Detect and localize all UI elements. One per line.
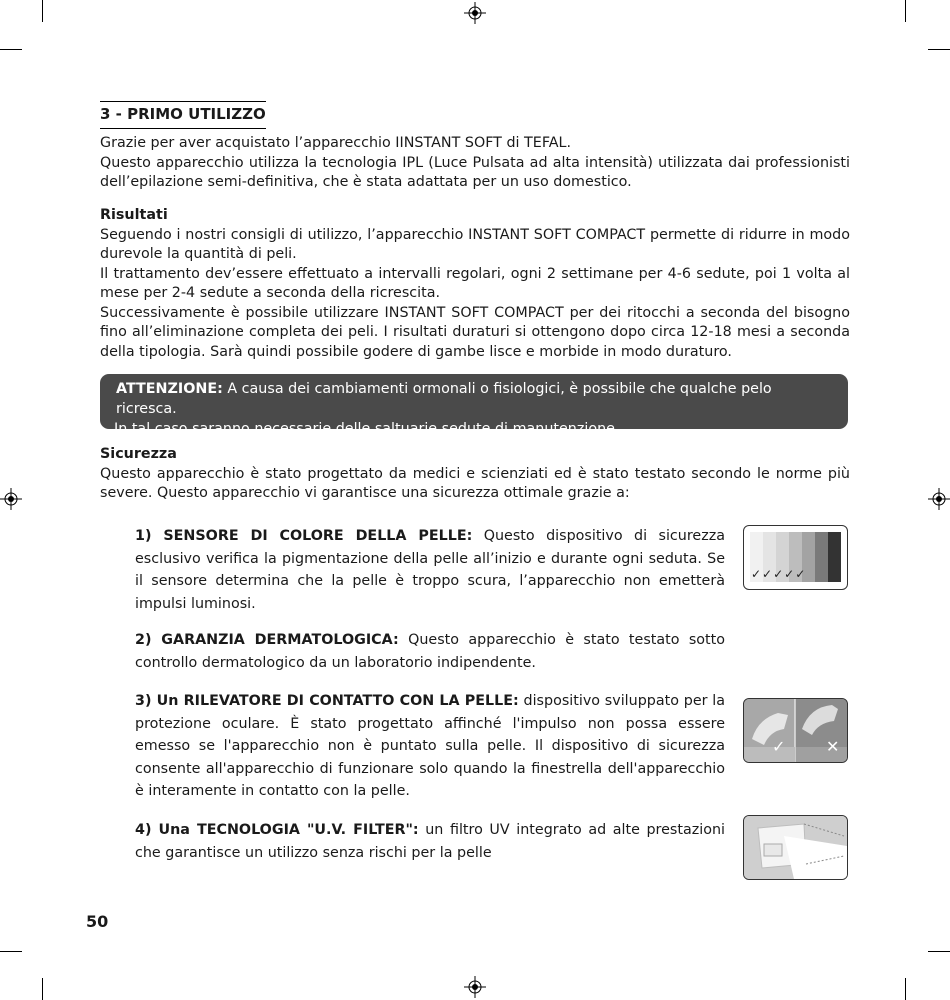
- intro-line-1: Grazie per aver acquistato l’apparecchio IINSTANT SOFT di TEFAL.: [100, 135, 572, 151]
- check-marks: ✓✓✓✓✓: [751, 567, 807, 581]
- safety-item-4: [135, 819, 725, 864]
- risultati-title: Risultati: [100, 207, 168, 223]
- warning-line-1: [116, 379, 834, 419]
- risultati-paragraph-1: Seguendo i nostri consigli di utilizzo, l’apparecchio INSTANT SOFT COMPACT permette di ridurre in modo durevole la quantità di peli.: [100, 226, 850, 262]
- risultati-section: [100, 206, 850, 362]
- warning-box: [100, 374, 848, 437]
- uv-filter-image: [743, 815, 848, 880]
- safety-item-3: [135, 690, 725, 803]
- crop-mark: [928, 951, 950, 952]
- safety-item-text: Questo apparecchio è stato testato sotto controllo dermatologico da un laboratorio indipendente.: [135, 632, 725, 671]
- check-icon: ✓: [772, 737, 786, 756]
- sicurezza-title: Sicurezza: [100, 446, 177, 462]
- sicurezza-section: [100, 445, 850, 504]
- cross-icon: ✕: [826, 737, 840, 756]
- crop-mark: [0, 49, 22, 50]
- safety-item-text: un filtro UV integrato ad alte prestazioni che garantisce un utilizzo senza rischi per la pelle: [135, 822, 725, 861]
- registration-mark-icon: [928, 488, 950, 510]
- warning-label: ATTENZIONE:: [116, 381, 223, 397]
- risultati-paragraph-3: Successivamente è possibile utilizzare INSTANT SOFT COMPACT per dei ritocchi a seconda del bisogno fino all’eliminazione completa dei peli. I risultati duraturi si ottengono dopo circa 12-18 mesi a seconda della tipologia. Sarà quindi possibile godere di gambe lisce e morbide in modo duraturo.: [100, 304, 850, 360]
- warning-text-1: A causa dei cambiamenti ormonali o fisiologici, è possibile che qualche pelo ricresca.: [116, 381, 772, 417]
- crop-mark: [928, 49, 950, 50]
- safety-item-label: 3) Un RILEVATORE DI CONTATTO CON LA PELLE:: [135, 693, 519, 709]
- section-heading: 3 - PRIMO UTILIZZO: [100, 101, 266, 129]
- registration-mark-icon: [0, 488, 22, 510]
- intro-paragraph-2: Questo apparecchio utilizza la tecnologia IPL (Luce Pulsata ad alta intensità) utilizzata dai professionisti dell’epilazione semi-definitiva, che è stata adattata per un uso domestico.: [100, 154, 850, 190]
- crop-mark: [905, 978, 906, 1000]
- sicurezza-paragraph: Questo apparecchio è stato progettato da medici e scienziati ed è stato testato secondo le norme più severe. Questo apparecchio vi garantisce una sicurezza ottimale grazie a:: [100, 465, 850, 501]
- contact-sensor-image: [743, 698, 848, 763]
- intro-text: [100, 134, 850, 193]
- safety-item-label: 1) SENSORE DI COLORE DELLA PELLE:: [135, 528, 473, 544]
- page-number: 50: [86, 912, 109, 931]
- safety-item-1: [135, 525, 725, 615]
- crop-mark: [905, 0, 906, 22]
- safety-item-label: 4) Una TECNOLOGIA "U.V. FILTER":: [135, 822, 419, 838]
- safety-item-2: [135, 629, 725, 674]
- safety-item-text: dispositivo sviluppato per la protezione oculare. È stato progettato affinché l'impulso non possa essere emesso se l'apparecchio non è puntato sulla pelle. Il dispositivo di sicurezza consente all'apparecchio di funzionare solo quando la finestrella dell'apparecchio è interamente in contatto con la pelle.: [135, 693, 725, 799]
- registration-mark-icon: [464, 2, 486, 24]
- safety-item-label: 2) GARANZIA DERMATOLOGICA:: [135, 632, 399, 648]
- crop-mark: [42, 978, 43, 1000]
- safety-item-text: Questo dispositivo di sicurezza esclusivo verifica la pigmentazione della pelle all’inizio e durante ogni seduta. Se il sensore determina che la pelle è troppo scura, l’apparecchio non emetterà impulsi luminosi.: [135, 528, 725, 612]
- risultati-paragraph-2: Il trattamento dev’essere effettuato a intervalli regolari, ogni 2 settimane per 4-6 sedute, poi 1 volta al mese per 2-4 sedute a seconda della ricrescita.: [100, 265, 850, 301]
- crop-mark: [42, 0, 43, 22]
- warning-line-2: In tal caso saranno necessarie delle saltuarie sedute di manutenzione.: [114, 421, 620, 437]
- crop-mark: [0, 951, 22, 952]
- skin-tone-scale-image: [743, 525, 848, 590]
- registration-mark-icon: [464, 976, 486, 998]
